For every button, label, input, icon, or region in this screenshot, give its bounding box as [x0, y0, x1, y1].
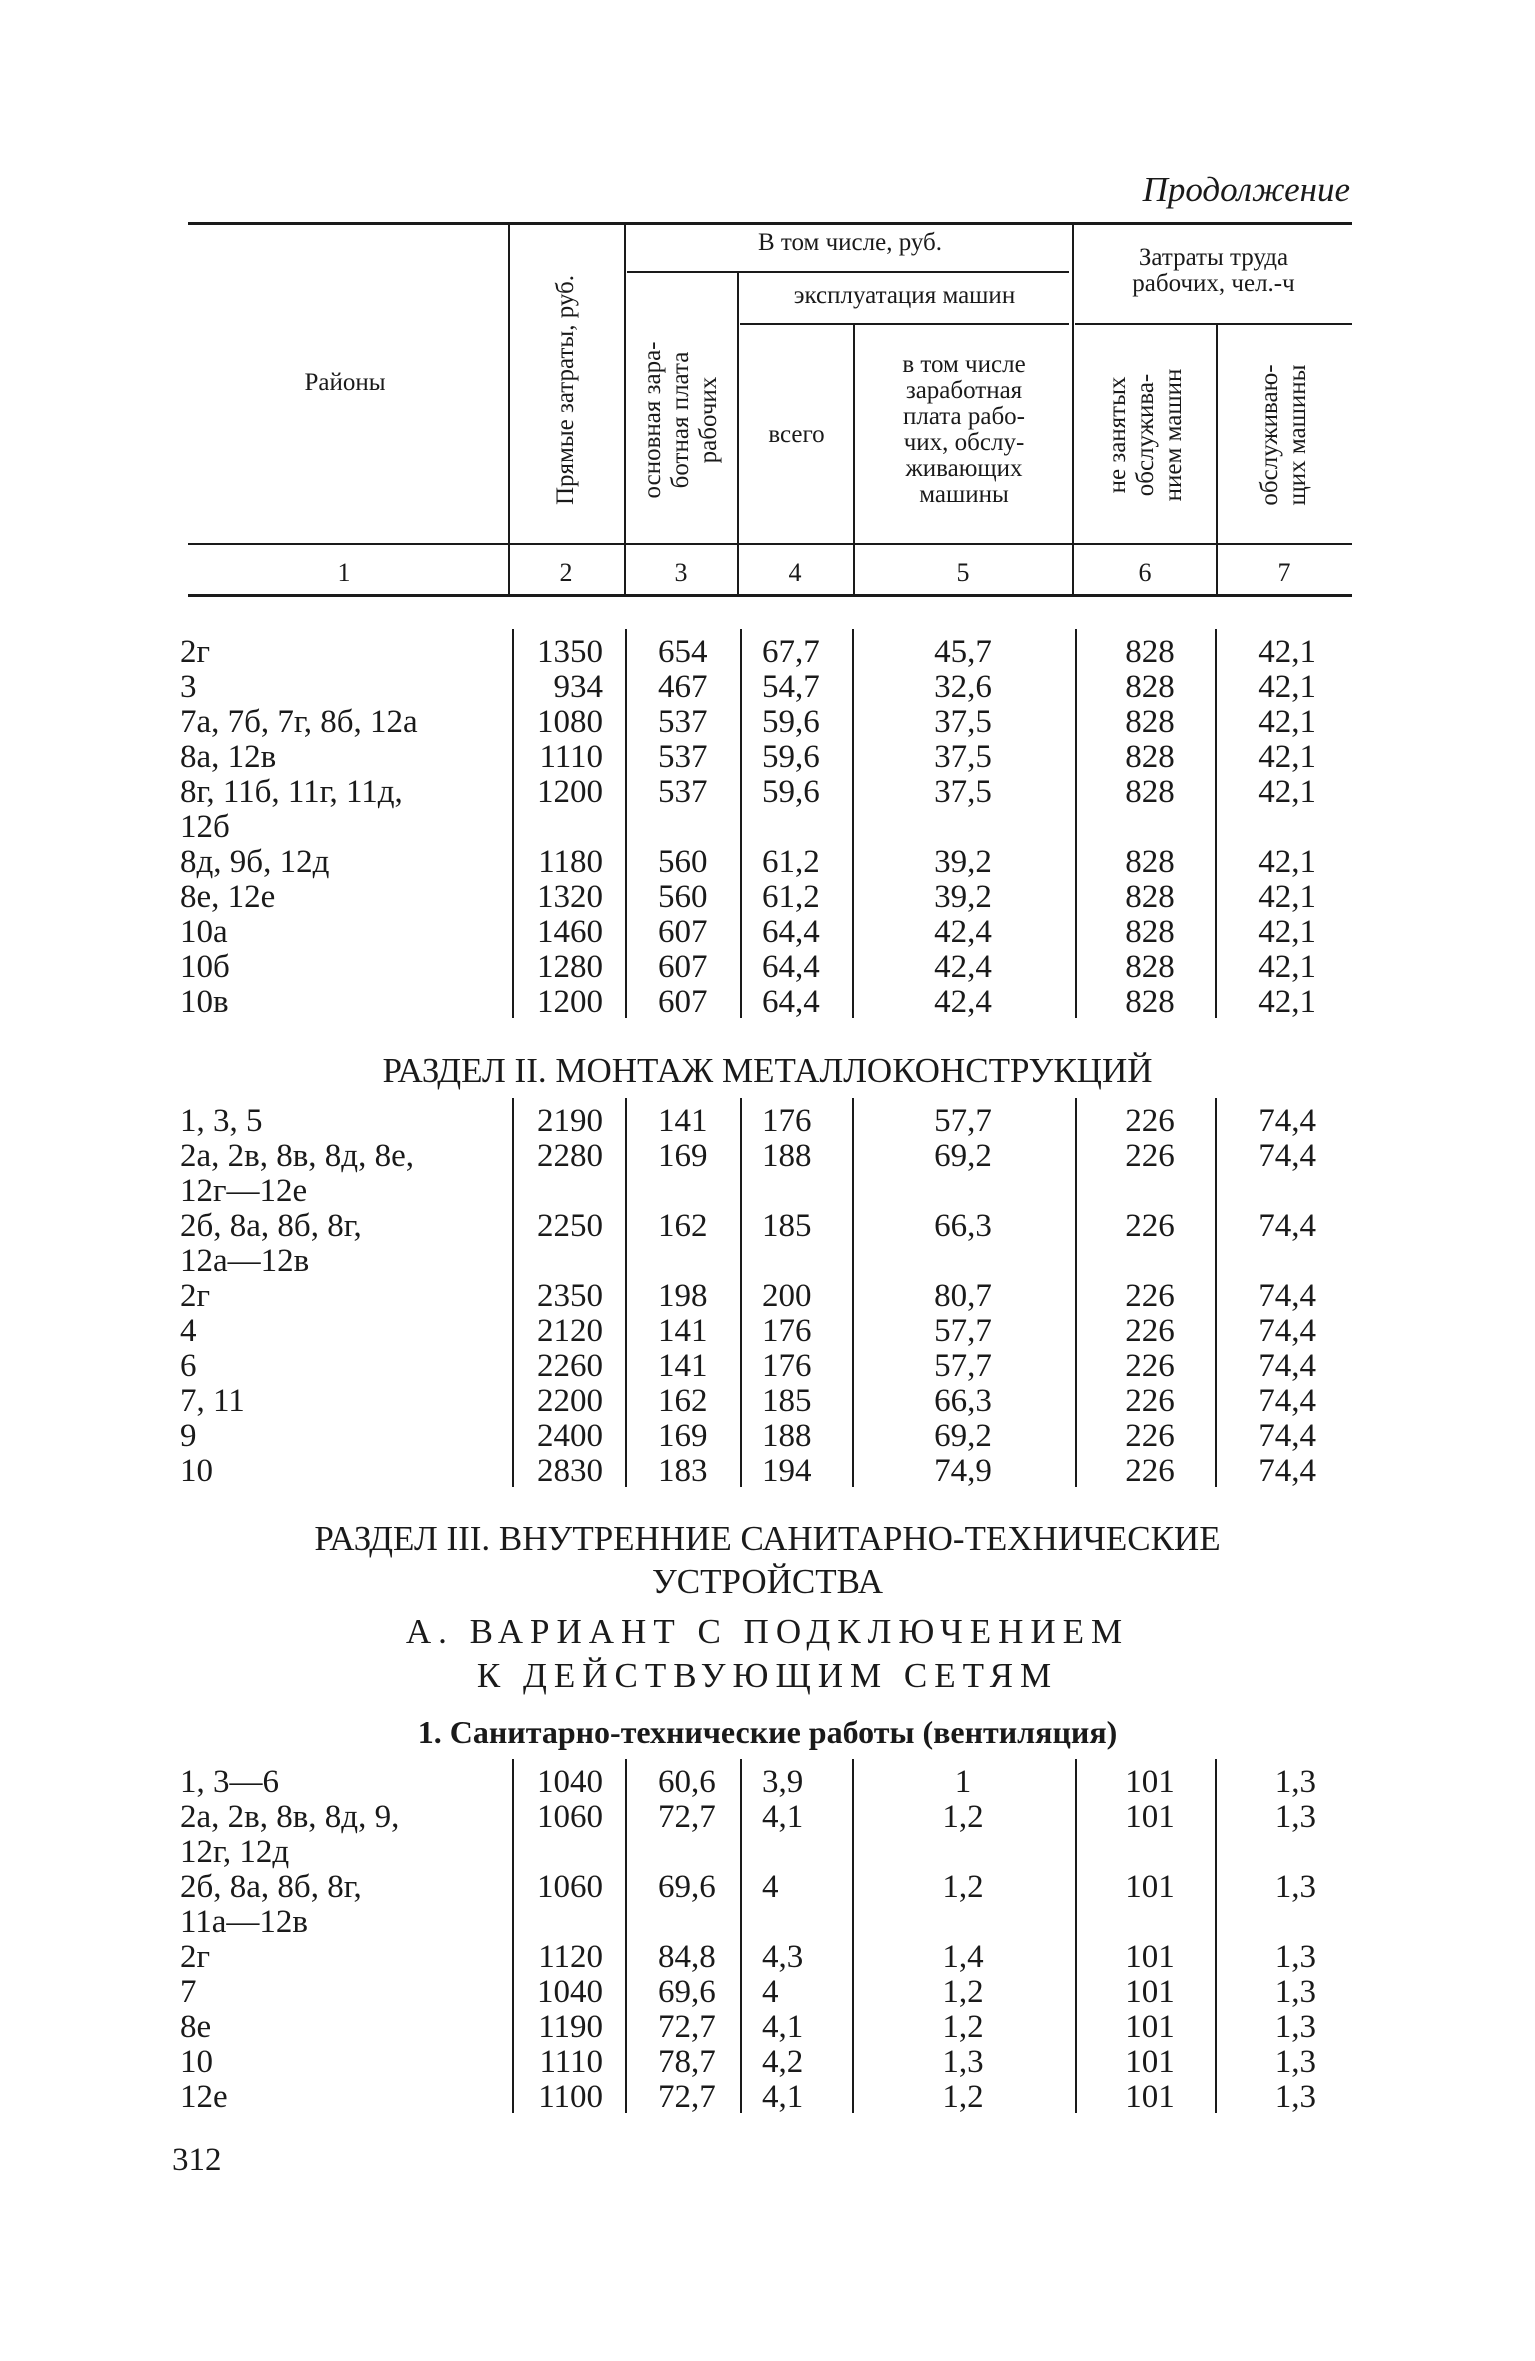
- value-cell-c6: 226: [1125, 1453, 1175, 1489]
- value-cell-c3: 141: [658, 1348, 708, 1384]
- value-cell-c2: 2830: [537, 1453, 603, 1489]
- value-cell-c5: 1,2: [942, 2079, 984, 2115]
- value-cell-c6: 828: [1125, 844, 1175, 880]
- value-cell-c6: 101: [1125, 2079, 1175, 2115]
- value-cell-c6: 828: [1125, 914, 1175, 950]
- header-serving-line1: обслуживаю-: [1256, 364, 1283, 506]
- value-cell-c6: 828: [1125, 669, 1175, 705]
- value-cell-c7: 42,1: [1258, 984, 1316, 1020]
- value-cell-c7: 1,3: [1274, 1974, 1316, 2010]
- value-cell-c6: 226: [1125, 1208, 1175, 1244]
- region-cell: 2а, 2в, 8в, 8д, 8е,: [180, 1138, 414, 1174]
- value-cell-c5: 74,9: [934, 1453, 992, 1489]
- value-cell-c7: 42,1: [1258, 739, 1316, 775]
- value-cell-c4: 54,7: [762, 669, 820, 705]
- value-cell-c2: 1040: [537, 1974, 603, 2010]
- value-cell-c5: 1,3: [942, 2044, 984, 2080]
- value-cell-c7: 1,3: [1274, 1764, 1316, 1800]
- value-cell-c4: 194: [762, 1453, 812, 1489]
- value-cell-c3: 141: [658, 1103, 708, 1139]
- section3-title-line2: УСТРОЙСТВА: [651, 1562, 884, 1601]
- value-cell-c5: 1,2: [942, 1869, 984, 1905]
- column-rule: [740, 1759, 742, 2113]
- value-cell-c2: 1040: [537, 1764, 603, 1800]
- value-cell-c7: 1,3: [1274, 1799, 1316, 1835]
- value-cell-c3: 69,6: [658, 1974, 716, 2010]
- value-cell-c4: 64,4: [762, 984, 820, 1020]
- value-cell-c2: 1350: [537, 634, 603, 670]
- value-cell-c3: 78,7: [658, 2044, 716, 2080]
- variant-title-line1: А. ВАРИАНТ С ПОДКЛЮЧЕНИЕМ: [405, 1612, 1130, 1651]
- header-labor-costs-line: Затраты труда: [1138, 244, 1289, 271]
- value-cell-c5: 1,2: [942, 2009, 984, 2045]
- column-rule: [740, 629, 742, 1018]
- column-rule: [1215, 629, 1217, 1018]
- region-cell: 11а—12в: [180, 1904, 309, 1940]
- value-cell-c7: 74,4: [1258, 1453, 1316, 1489]
- column-rule: [852, 1098, 854, 1487]
- value-cell-c7: 42,1: [1258, 914, 1316, 950]
- header-labor-costs: [1075, 245, 1352, 297]
- column-rule: [625, 1098, 627, 1487]
- value-cell-c4: 61,2: [762, 844, 820, 880]
- value-cell-c2: 1280: [537, 949, 603, 985]
- region-cell: 10а: [180, 914, 228, 950]
- region-cell: 8г, 11б, 11г, 11д,: [180, 774, 403, 810]
- region-cell: 8е, 12е: [180, 879, 276, 915]
- value-cell-c2: 2190: [537, 1103, 603, 1139]
- value-cell-c2: 2350: [537, 1278, 603, 1314]
- col-number: 7: [1277, 558, 1291, 587]
- value-cell-c5: 69,2: [934, 1418, 992, 1454]
- col-number: 1: [337, 558, 351, 587]
- region-cell: 2б, 8а, 8б, 8г,: [180, 1208, 362, 1244]
- header-serving-line2: щих машины: [1284, 364, 1311, 506]
- value-cell-c6: 828: [1125, 879, 1175, 915]
- region-cell: 12б: [180, 809, 230, 845]
- value-cell-c7: 1,3: [1274, 2044, 1316, 2080]
- value-cell-c6: 226: [1125, 1383, 1175, 1419]
- value-cell-c2: 2250: [537, 1208, 603, 1244]
- value-cell-c4: 64,4: [762, 949, 820, 985]
- value-cell-c2: 1120: [538, 1939, 603, 1975]
- value-cell-c5: 66,3: [934, 1383, 992, 1419]
- region-cell: 8а, 12в: [180, 739, 277, 775]
- region-cell: 12е: [180, 2079, 228, 2115]
- value-cell-c2: 1110: [539, 2044, 603, 2080]
- region-cell: 4: [180, 1313, 197, 1349]
- value-cell-c6: 226: [1125, 1418, 1175, 1454]
- page-number: 312: [172, 2142, 222, 2178]
- value-cell-c7: 42,1: [1258, 704, 1316, 740]
- value-cell-c3: 467: [658, 669, 708, 705]
- header-incl-wages-line: заработная: [905, 377, 1023, 404]
- header-not-busy-line3: нием машин: [1160, 368, 1187, 502]
- value-cell-c6: 828: [1125, 739, 1175, 775]
- region-cell: 8е: [180, 2009, 212, 2045]
- value-cell-c5: 37,5: [934, 774, 992, 810]
- value-cell-c5: 37,5: [934, 704, 992, 740]
- value-cell-c3: 69,6: [658, 1869, 716, 1905]
- value-cell-c5: 37,5: [934, 739, 992, 775]
- value-cell-c3: 72,7: [658, 1799, 716, 1835]
- value-cell-c5: 32,6: [934, 669, 992, 705]
- value-cell-c4: 188: [762, 1138, 812, 1174]
- value-cell-c4: 4,3: [762, 1939, 804, 1975]
- value-cell-c2: 1190: [538, 2009, 603, 2045]
- value-cell-c3: 560: [658, 879, 708, 915]
- value-cell-c7: 42,1: [1258, 669, 1316, 705]
- value-cell-c4: 67,7: [762, 634, 820, 670]
- value-cell-c4: 185: [762, 1383, 812, 1419]
- value-cell-c3: 537: [658, 739, 708, 775]
- value-cell-c2: 2260: [537, 1348, 603, 1384]
- value-cell-c6: 101: [1125, 1764, 1175, 1800]
- region-cell: 7, 11: [180, 1383, 245, 1419]
- value-cell-c2: 1080: [537, 704, 603, 740]
- column-rule: [740, 1098, 742, 1487]
- value-cell-c7: 74,4: [1258, 1383, 1316, 1419]
- value-cell-c3: 607: [658, 914, 708, 950]
- value-cell-c7: 42,1: [1258, 774, 1316, 810]
- subsection-title: 1. Санитарно-технические работы (вентиляция): [417, 1714, 1118, 1750]
- column-rule: [1215, 1759, 1217, 2113]
- value-cell-c3: 537: [658, 704, 708, 740]
- region-cell: 10в: [180, 984, 229, 1020]
- value-cell-c6: 828: [1125, 634, 1175, 670]
- value-cell-c5: 39,2: [934, 879, 992, 915]
- value-cell-c2: 2200: [537, 1383, 603, 1419]
- value-cell-c7: 74,4: [1258, 1103, 1316, 1139]
- value-cell-c5: 42,4: [934, 949, 992, 985]
- region-cell: 2а, 2в, 8в, 8д, 9,: [180, 1799, 400, 1835]
- value-cell-c6: 101: [1125, 1939, 1175, 1975]
- value-cell-c4: 188: [762, 1418, 812, 1454]
- header-base-wages-line2: ботная плата: [667, 351, 694, 489]
- value-cell-c5: 42,4: [934, 914, 992, 950]
- header-not-busy-line2: обслужива-: [1132, 373, 1159, 497]
- value-cell-c3: 162: [658, 1208, 708, 1244]
- value-cell-c2: 1180: [538, 844, 603, 880]
- column-rule: [625, 1759, 627, 2113]
- value-cell-c3: 183: [658, 1453, 708, 1489]
- column-rule: [625, 629, 627, 1018]
- value-cell-c6: 226: [1125, 1138, 1175, 1174]
- region-cell: 7: [180, 1974, 197, 2010]
- value-cell-c2: 1100: [538, 2079, 603, 2115]
- value-cell-c4: 59,6: [762, 774, 820, 810]
- value-cell-c2: 1060: [537, 1799, 603, 1835]
- value-cell-c4: 61,2: [762, 879, 820, 915]
- value-cell-c5: 1,4: [942, 1939, 984, 1975]
- value-cell-c4: 64,4: [762, 914, 820, 950]
- region-cell: 1, 3—6: [180, 1764, 279, 1800]
- value-cell-c4: 4: [762, 1869, 779, 1905]
- value-cell-c4: 3,9: [762, 1764, 804, 1800]
- value-cell-c7: 1,3: [1274, 1939, 1316, 1975]
- continuation-label: Продолжение: [1142, 170, 1350, 209]
- value-cell-c6: 828: [1125, 704, 1175, 740]
- value-cell-c2: 1200: [537, 984, 603, 1020]
- value-cell-c2: 934: [553, 669, 603, 705]
- column-rule: [852, 1759, 854, 2113]
- column-rule: [512, 1098, 514, 1487]
- region-cell: 2б, 8а, 8б, 8г,: [180, 1869, 362, 1905]
- col-number: 5: [956, 558, 970, 587]
- value-cell-c6: 828: [1125, 774, 1175, 810]
- section2-title: РАЗДЕЛ II. МОНТАЖ МЕТАЛЛОКОНСТРУКЦИЙ: [382, 1051, 1153, 1090]
- value-cell-c3: 607: [658, 949, 708, 985]
- value-cell-c5: 1,2: [942, 1974, 984, 2010]
- value-cell-c7: 74,4: [1258, 1418, 1316, 1454]
- value-cell-c3: 84,8: [658, 1939, 716, 1975]
- region-cell: 7а, 7б, 7г, 8б, 12а: [180, 704, 418, 740]
- value-cell-c2: 1110: [539, 739, 603, 775]
- value-cell-c4: 59,6: [762, 704, 820, 740]
- column-rule: [852, 629, 854, 1018]
- region-cell: 8д, 9б, 12д: [180, 844, 330, 880]
- value-cell-c3: 169: [658, 1418, 708, 1454]
- value-cell-c4: 176: [762, 1348, 812, 1384]
- header-incl-wages: [856, 352, 1072, 508]
- value-cell-c6: 226: [1125, 1348, 1175, 1384]
- header-incl-wages-line: чих, обслу-: [903, 429, 1025, 456]
- value-cell-c6: 828: [1125, 984, 1175, 1020]
- value-cell-c3: 607: [658, 984, 708, 1020]
- value-cell-c5: 1: [954, 1764, 972, 1800]
- value-cell-c6: 226: [1125, 1313, 1175, 1349]
- region-cell: 10б: [180, 949, 230, 985]
- header-base-wages-line1: основная зара-: [639, 341, 666, 499]
- variant-title-line2: К ДЕЙСТВУЮЩИМ СЕТЯМ: [476, 1656, 1059, 1695]
- region-cell: 12г—12е: [180, 1173, 308, 1209]
- value-cell-c6: 101: [1125, 1799, 1175, 1835]
- value-cell-c2: 2400: [537, 1418, 603, 1454]
- value-cell-c5: 57,7: [934, 1348, 992, 1384]
- column-rule: [1075, 629, 1077, 1018]
- value-cell-c2: 1060: [537, 1869, 603, 1905]
- value-cell-c3: 72,7: [658, 2009, 716, 2045]
- value-cell-c5: 66,3: [934, 1208, 992, 1244]
- col-number: 6: [1138, 558, 1152, 587]
- column-rule: [1075, 1759, 1077, 2113]
- value-cell-c5: 1,2: [942, 1799, 984, 1835]
- region-cell: 12г, 12д: [180, 1834, 290, 1870]
- region-cell: 2г: [180, 1939, 211, 1975]
- value-cell-c6: 226: [1125, 1103, 1175, 1139]
- value-cell-c3: 198: [658, 1278, 708, 1314]
- value-cell-c4: 4,1: [762, 1799, 804, 1835]
- region-cell: 9: [180, 1418, 197, 1454]
- value-cell-c3: 169: [658, 1138, 708, 1174]
- value-cell-c4: 200: [762, 1278, 812, 1314]
- col-number: 4: [788, 558, 802, 587]
- value-cell-c2: 1460: [537, 914, 603, 950]
- column-rule: [1075, 1098, 1077, 1487]
- value-cell-c2: 2280: [537, 1138, 603, 1174]
- value-cell-c5: 69,2: [934, 1138, 992, 1174]
- region-cell: 6: [180, 1348, 197, 1384]
- col-number: 3: [674, 558, 688, 587]
- value-cell-c6: 226: [1125, 1278, 1175, 1314]
- col-number: 2: [559, 558, 573, 587]
- value-cell-c3: 60,6: [658, 1764, 716, 1800]
- value-cell-c4: 59,6: [762, 739, 820, 775]
- value-cell-c7: 74,4: [1258, 1208, 1316, 1244]
- value-cell-c5: 57,7: [934, 1103, 992, 1139]
- value-cell-c7: 1,3: [1274, 2079, 1316, 2115]
- region-cell: 3: [180, 669, 197, 705]
- value-cell-c4: 176: [762, 1313, 812, 1349]
- region-cell: 10: [180, 2044, 213, 2080]
- value-cell-c7: 42,1: [1258, 844, 1316, 880]
- header-not-busy-line1: не занятых: [1104, 376, 1131, 494]
- value-cell-c3: 162: [658, 1383, 708, 1419]
- header-incl-wages-line: плата рабо-: [902, 403, 1026, 430]
- column-rule: [1215, 1098, 1217, 1487]
- header-incl-wages-line: машины: [919, 481, 1009, 508]
- value-cell-c5: 57,7: [934, 1313, 992, 1349]
- region-cell: 10: [180, 1453, 213, 1489]
- value-cell-c6: 101: [1125, 2044, 1175, 2080]
- region-cell: 2г: [180, 634, 211, 670]
- value-cell-c7: 42,1: [1258, 879, 1316, 915]
- value-cell-c7: 74,4: [1258, 1138, 1316, 1174]
- value-cell-c2: 1200: [537, 774, 603, 810]
- value-cell-c5: 42,4: [934, 984, 992, 1020]
- header-total: всего: [768, 421, 825, 448]
- value-cell-c5: 45,7: [934, 634, 992, 670]
- header-incl-wages-line: в том числе: [902, 351, 1026, 378]
- value-cell-c7: 74,4: [1258, 1313, 1316, 1349]
- column-rule: [512, 629, 514, 1018]
- value-cell-c6: 101: [1125, 1974, 1175, 2010]
- value-cell-c3: 141: [658, 1313, 708, 1349]
- header-direct-costs: Прямые затраты, руб.: [552, 274, 579, 506]
- value-cell-c3: 537: [658, 774, 708, 810]
- value-cell-c7: 1,3: [1274, 1869, 1316, 1905]
- value-cell-c2: 2120: [537, 1313, 603, 1349]
- value-cell-c6: 828: [1125, 949, 1175, 985]
- region-cell: 12а—12в: [180, 1243, 310, 1279]
- value-cell-c4: 4,1: [762, 2079, 804, 2115]
- region-cell: 1, 3, 5: [180, 1103, 263, 1139]
- value-cell-c2: 1320: [537, 879, 603, 915]
- header-including: В том числе, руб.: [757, 229, 943, 256]
- value-cell-c3: 654: [658, 634, 708, 670]
- header-machine-operation: эксплуатация машин: [793, 282, 1016, 309]
- value-cell-c7: 42,1: [1258, 949, 1316, 985]
- value-cell-c5: 39,2: [934, 844, 992, 880]
- region-cell: 2г: [180, 1278, 211, 1314]
- header-labor-costs-line: рабочих, чел.-ч: [1132, 270, 1295, 297]
- section3-title-line1: РАЗДЕЛ III. ВНУТРЕННИЕ САНИТАРНО-ТЕХНИЧЕСКИЕ: [314, 1519, 1221, 1558]
- value-cell-c4: 4: [762, 1974, 779, 2010]
- value-cell-c5: 80,7: [934, 1278, 992, 1314]
- value-cell-c7: 1,3: [1274, 2009, 1316, 2045]
- value-cell-c6: 101: [1125, 1869, 1175, 1905]
- value-cell-c7: 42,1: [1258, 634, 1316, 670]
- column-rule: [512, 1759, 514, 2113]
- value-cell-c4: 185: [762, 1208, 812, 1244]
- value-cell-c3: 560: [658, 844, 708, 880]
- value-cell-c4: 4,1: [762, 2009, 804, 2045]
- header-regions: Районы: [304, 369, 386, 396]
- value-cell-c6: 101: [1125, 2009, 1175, 2045]
- value-cell-c7: 74,4: [1258, 1348, 1316, 1384]
- header-incl-wages-line: живающих: [905, 455, 1023, 482]
- value-cell-c4: 176: [762, 1103, 812, 1139]
- value-cell-c4: 4,2: [762, 2044, 804, 2080]
- header-base-wages-line3: рабочих: [695, 376, 722, 464]
- value-cell-c7: 74,4: [1258, 1278, 1316, 1314]
- value-cell-c3: 72,7: [658, 2079, 716, 2115]
